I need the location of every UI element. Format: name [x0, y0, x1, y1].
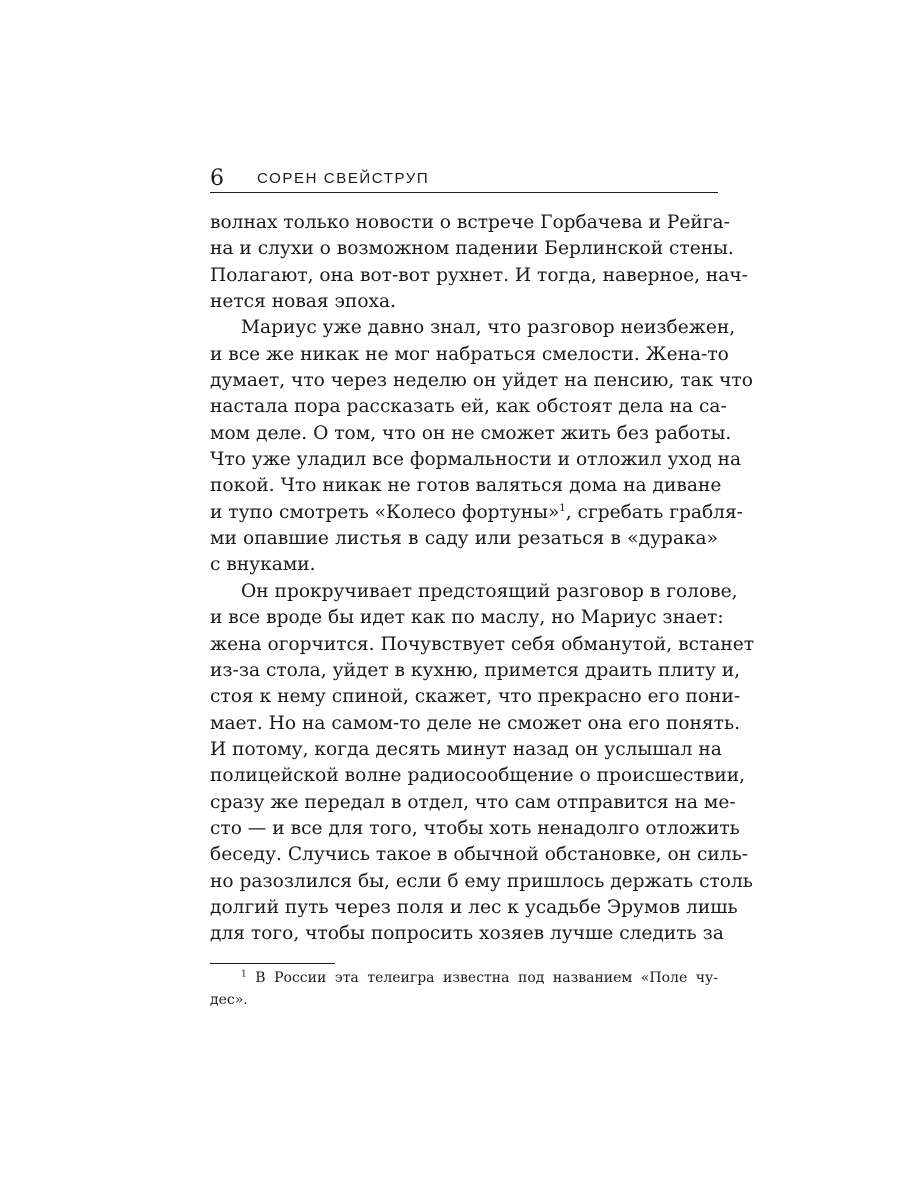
footnote	[210, 967, 718, 1011]
text-line-with-footnote	[210, 500, 743, 526]
text-line: полицейской волне радиосообщение о происшествии,	[210, 765, 746, 787]
text-segment: , сгребать грабля-	[565, 501, 743, 523]
text-line: Что уже уладил все формальности и отложил уход на	[210, 449, 742, 471]
text-line: волнах только новости о встрече Горбачева и Рейга-	[210, 212, 730, 233]
running-head	[210, 168, 718, 193]
text-line: сразу же передал в отдел, что сам отправится на ме-	[210, 791, 736, 813]
text-line: думает, что через неделю он уйдет на пенсию, так что	[210, 370, 753, 392]
text-line: долгий путь через поля и лес к усадьбе Эрумов лишь	[210, 896, 738, 918]
text-line: ми опавшие листья в саду или резаться в «дурака»	[210, 528, 718, 550]
text-line: И потому, когда десять минут назад он услышал на	[210, 738, 722, 760]
text-line: и все вроде бы идет как по маслу, но Мариус знает:	[210, 607, 724, 629]
text-line: стоя к нему спиной, скажет, что прекрасно его пони-	[210, 686, 741, 708]
text-line: сто — и все для того, чтобы хоть ненадолго отложить	[210, 817, 740, 839]
footnote-marker: 1	[241, 969, 247, 980]
text-line: с внуками.	[210, 554, 316, 576]
text-line: Мариус уже давно знал, что разговор неизбежен,	[241, 317, 736, 339]
running-title: СОРЕН СВЕЙСТРУП	[257, 170, 430, 187]
footnote-divider	[210, 963, 335, 964]
text-line: для того, чтобы попросить хозяев лучше следить за	[210, 923, 724, 945]
text-line: Он прокручивает предстоящий разговор в голове,	[241, 580, 738, 602]
body-text	[210, 210, 755, 948]
footnote-reference: 1	[559, 502, 566, 514]
text-segment: и тупо смотреть «Колесо фортуны»	[210, 501, 560, 523]
footnote-line	[210, 967, 718, 989]
text-line: беседу. Случись такое в обычной обстановке, он силь-	[210, 844, 748, 866]
text-line: покой. Что никак не готов валяться дома на диване	[210, 475, 722, 497]
text-line: мом деле. О том, что он не сможет жить без работы.	[210, 422, 732, 444]
text-line: из-за стола, уйдет в кухню, примется драить плиту и,	[210, 659, 741, 681]
text-line: Полагают, она вот-вот рухнет. И тогда, наверное, нач-	[210, 264, 748, 286]
text-line: нется новая эпоха.	[210, 291, 397, 313]
footnote-text: В России эта телеигра известна под названием «Поле чу-	[255, 970, 718, 986]
text-line: и все же никак не мог набраться смелости. Жена-то	[210, 343, 729, 365]
text-line: но разозлился бы, если б ему пришлось держать столь	[210, 870, 753, 892]
text-line: жена огорчится. Почувствует себя обманутой, встанет	[210, 633, 755, 655]
text-line: на и слухи о возможном падении Берлинской стены.	[210, 238, 734, 260]
footnote-line: дес».	[210, 992, 248, 1008]
page-number: 6	[210, 166, 224, 191]
text-line: настала пора рассказать ей, как обстоят дела на са-	[210, 396, 727, 418]
text-line: мает. Но на самом-то деле не сможет она его понять.	[210, 712, 740, 734]
